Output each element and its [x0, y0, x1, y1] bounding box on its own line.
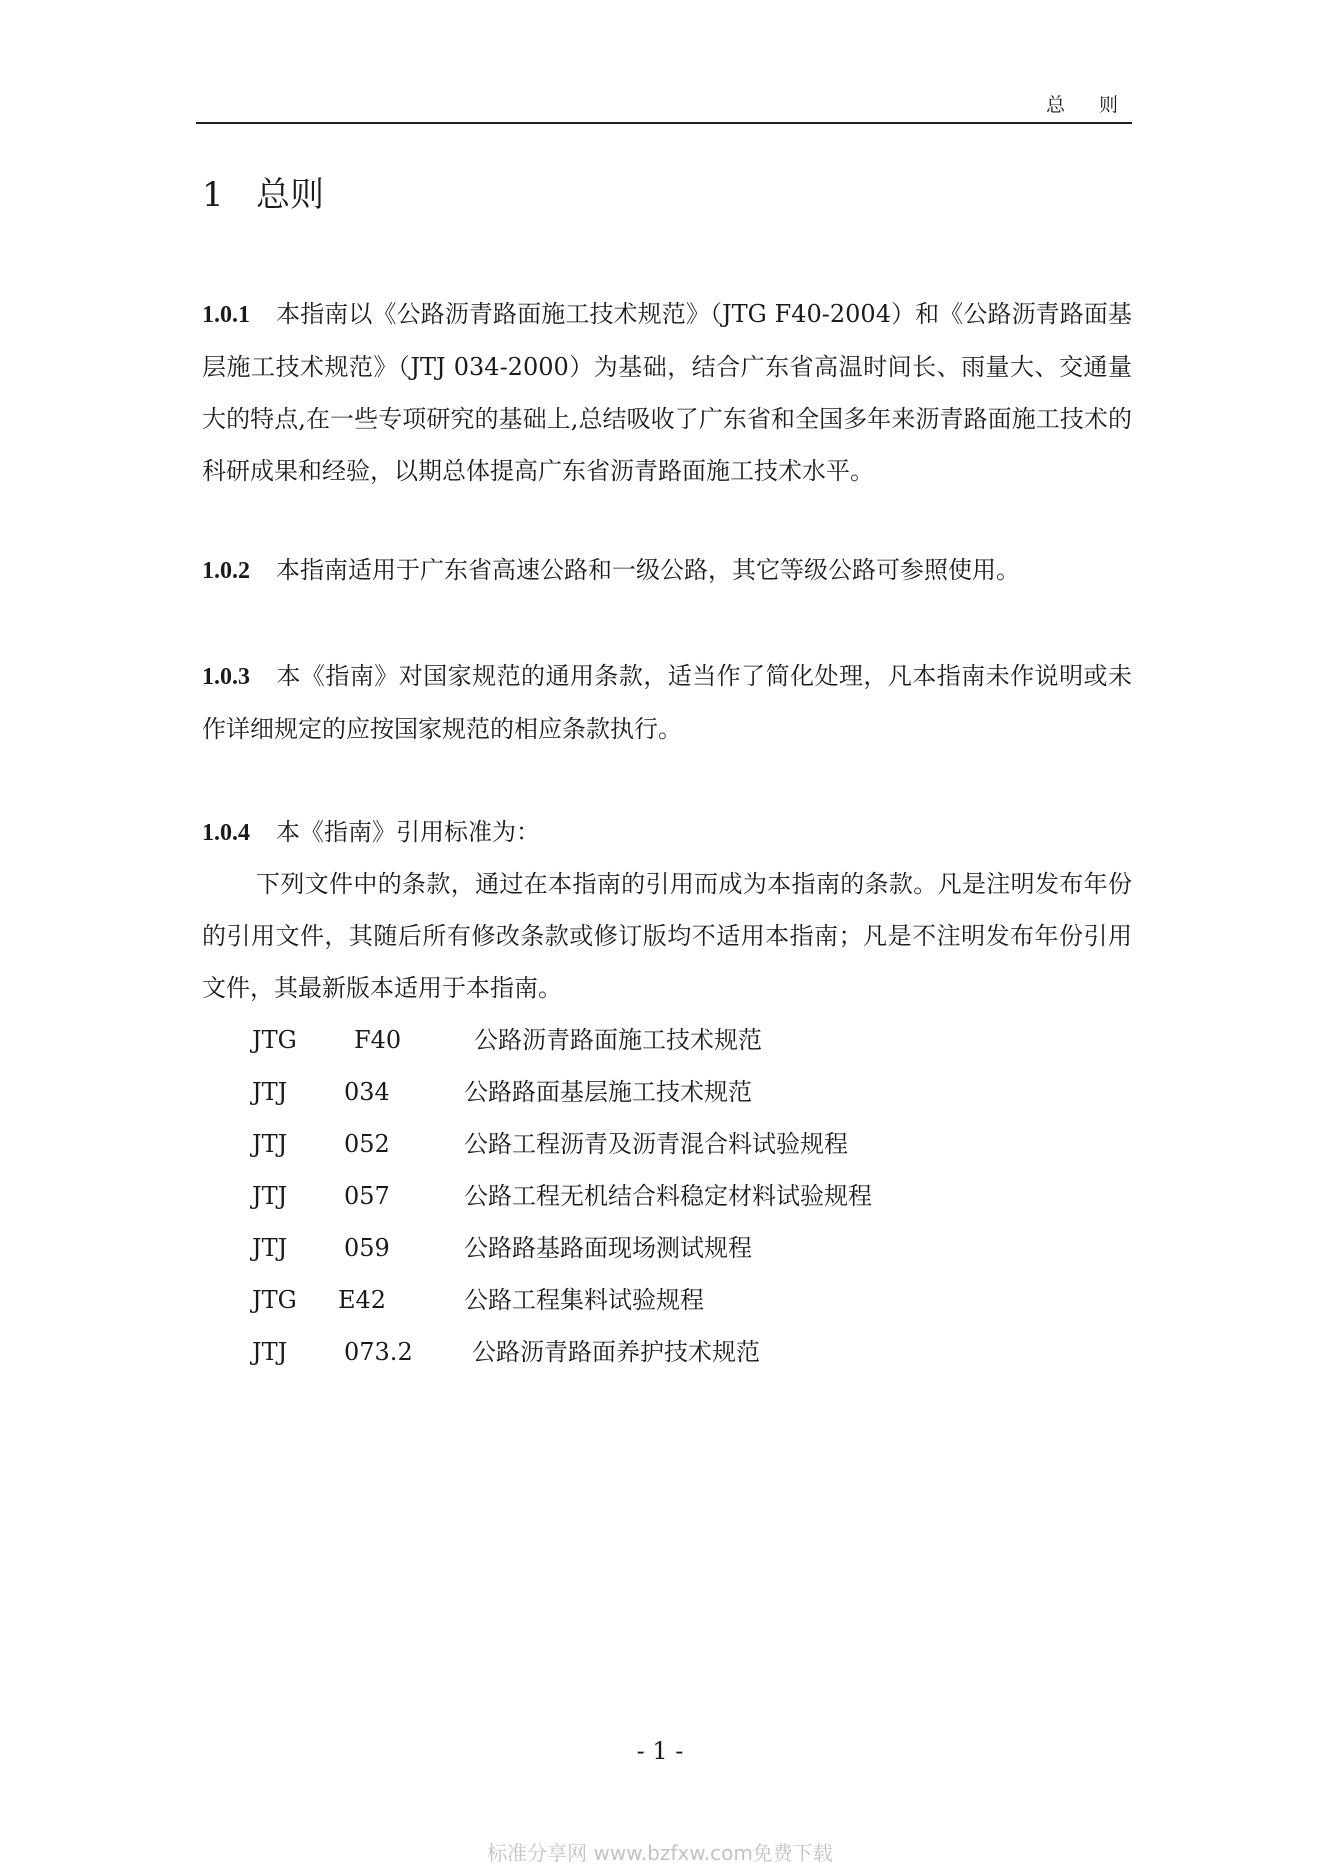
chapter-number: 1: [202, 175, 224, 215]
reference-code: 034: [344, 1078, 390, 1106]
clause-text: 本指南适用于广东省高速公路和一级公路，其它等级公路可参照使用。: [276, 556, 1020, 584]
reference-prefix: JTJ: [252, 1338, 288, 1366]
clause-text: 本《指南》引用标准为：: [276, 818, 540, 846]
reference-code: 057: [344, 1182, 390, 1210]
clause-number: 1.0.3: [202, 664, 250, 690]
reference-title: 公路沥青路面施工技术规范: [474, 1026, 762, 1054]
reference-prefix: JTJ: [252, 1182, 288, 1210]
reference-title: 公路沥青路面养护技术规范: [472, 1338, 760, 1366]
clause-1-0-3: [202, 650, 1132, 755]
clause-text: 本《指南》对国家规范的通用条款，适当作了简化处理，凡本指南未作说明或未作详细规定的应按国家规范的相应条款执行。: [202, 662, 1132, 743]
reference-code: 059: [344, 1234, 390, 1262]
running-header: 总 则: [1045, 94, 1132, 116]
clause-1-0-2: [202, 544, 1132, 597]
reference-title: 公路工程集料试验规程: [464, 1286, 704, 1314]
reference-code: 073.2: [344, 1338, 413, 1366]
reference-code: 052: [344, 1130, 390, 1158]
reference-title: 公路工程无机结合料稳定材料试验规程: [464, 1182, 872, 1210]
page-number: - 1 -: [636, 1737, 684, 1765]
reference-prefix: JTJ: [252, 1078, 288, 1106]
clause-1-0-4-body: 下列文件中的条款，通过在本指南的引用而成为本指南的条款。凡是注明发布年份的引用文件，其随后所有修改条款或修订版均不适用本指南；凡是不注明发布年份引用文件，其最新版本适用于本指南。: [202, 870, 1132, 1002]
header-rule: [196, 122, 1132, 124]
clause-1-0-4: [202, 806, 1132, 859]
reference-prefix: JTG: [252, 1286, 297, 1314]
reference-prefix: JTG: [252, 1026, 297, 1054]
clause-number: 1.0.4: [202, 820, 250, 846]
reference-code: E42: [338, 1286, 387, 1314]
reference-code: F40: [354, 1026, 402, 1054]
reference-title: 公路路基路面现场测试规程: [464, 1234, 752, 1262]
reference-title: 公路工程沥青及沥青混合料试验规程: [464, 1130, 848, 1158]
clause-text: 本指南以《公路沥青路面施工技术规范》（JTG F40-2004）和《公路沥青路面基层施工技术规范》（JTJ 034-2000）为基础，结合广东省高温时间长、雨量大、交通量大的特点,在一些专项研究的基础上,总结吸收了广东省和全国多年来沥青路面施工技术的科研成果和经验，以期总体提高广东省沥青路面施工技术水平。: [202, 300, 1132, 485]
clause-number: 1.0.1: [202, 302, 250, 328]
chapter-title-text: 总则: [256, 175, 324, 215]
reference-prefix: JTJ: [252, 1130, 288, 1158]
clause-number: 1.0.2: [202, 558, 250, 584]
watermark: 标准分享网 www.bzfxw.com免费下载: [487, 1841, 833, 1865]
reference-title: 公路路面基层施工技术规范: [464, 1078, 752, 1106]
chapter-title: [202, 172, 324, 218]
clause-1-0-1: [202, 288, 1132, 497]
reference-prefix: JTJ: [252, 1234, 288, 1262]
